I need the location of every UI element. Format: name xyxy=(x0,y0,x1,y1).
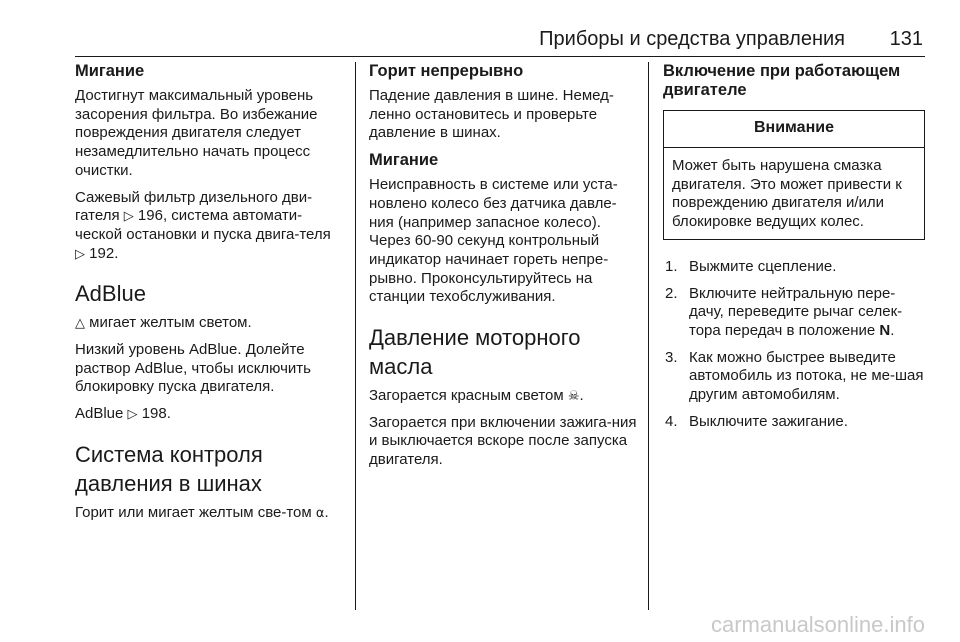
list-item: 1. Выжмите сцепление. xyxy=(665,257,837,275)
filter-paragraph: Достигнут максимальный уровень засорения фильтра. Во избежание повреждения двигателя следует незамедлительно начать процесс очистки. xyxy=(75,87,318,179)
page-number: 131 xyxy=(889,28,923,50)
column-divider-2 xyxy=(648,62,649,610)
blink-heading-2: Мигание xyxy=(369,151,439,170)
adblue-heading: AdBlue xyxy=(75,281,146,307)
section-title: Приборы и средства управления xyxy=(539,28,845,50)
adblue-status: △ мигает желтым светом. xyxy=(75,314,252,332)
adblue-ref: AdBlue ▷ 198. xyxy=(75,405,171,423)
column-2 xyxy=(369,62,637,478)
warning-box xyxy=(663,110,925,240)
list-item: 3. Как можно быстрее выведите автомобиль из потока, не ме-шая другим автомобилям. xyxy=(665,348,924,404)
list-item: 4. Выключите зажигание. xyxy=(665,412,848,430)
tpms-paragraph: Горит или мигает желтым све-том ⍺. xyxy=(75,503,329,521)
page-ref-198[interactable]: 198. xyxy=(141,405,171,423)
tpms-heading: Система контроля давления в шинах xyxy=(75,441,263,496)
steps-list xyxy=(663,258,925,432)
adblue-icon: △ xyxy=(75,315,85,331)
column-divider-1 xyxy=(355,62,356,610)
page-ref-arrow-icon: ▷ xyxy=(123,208,134,224)
page-ref-196[interactable]: 196 xyxy=(137,207,163,225)
watermark: carmanualsonline.info xyxy=(710,612,925,637)
page-ref-arrow-icon: ▷ xyxy=(127,406,138,422)
tire-pressure-icon: ⍺ xyxy=(315,504,325,520)
page-ref-192[interactable]: 192. xyxy=(89,244,119,262)
column-3 xyxy=(663,62,925,439)
blink-paragraph: Неисправность в системе или уста-новлено колесо без датчика давле-ния (например запасное колесо). Через 60-90 секунд контрольный индикатор начинает гореть непре-рывно. Проконсультируйтесь на станции техобслуживания. xyxy=(369,176,618,306)
warning-body: Может быть нарушена смазка двигателя. Это может привести к повреждению двигателя и/или блокировке ведущих колес. xyxy=(672,157,902,231)
page-ref-arrow-icon: ▷ xyxy=(75,245,85,261)
column-1 xyxy=(75,62,343,523)
oil-can-icon: ☠ xyxy=(567,388,580,404)
steady-paragraph: Падение давления в шине. Немед-ленно остановитесь и проверьте давление в шинах. xyxy=(369,87,614,142)
list-item: 2. Включите нейтральную пере-дачу, переведите рычаг селек-тора передач в положение N. xyxy=(665,284,903,339)
adblue-paragraph: Низкий уровень AdBlue. Долейте раствор AdBlue, чтобы исключить блокировку пуска двигателя. xyxy=(75,341,311,396)
filter-ref-paragraph: Сажевый фильтр дизельного дви-гателя ▷ 196, система автомати-ческой остановки и пуска двига-теля ▷ 192. xyxy=(75,188,331,262)
oil-status: Загорается красным светом ☠. xyxy=(369,387,584,405)
oil-pressure-heading: Давление моторного масла xyxy=(369,325,581,380)
blink-heading: Мигание xyxy=(75,62,145,80)
steady-heading: Горит непрерывно xyxy=(369,62,524,80)
running-engine-heading: Включение при работающем двигателе xyxy=(663,62,901,99)
warning-title: Внимание xyxy=(664,111,924,148)
page-header xyxy=(75,20,925,57)
oil-paragraph: Загорается при включении зажига-ния и выключается вскоре после запуска двигателя. xyxy=(369,413,637,469)
